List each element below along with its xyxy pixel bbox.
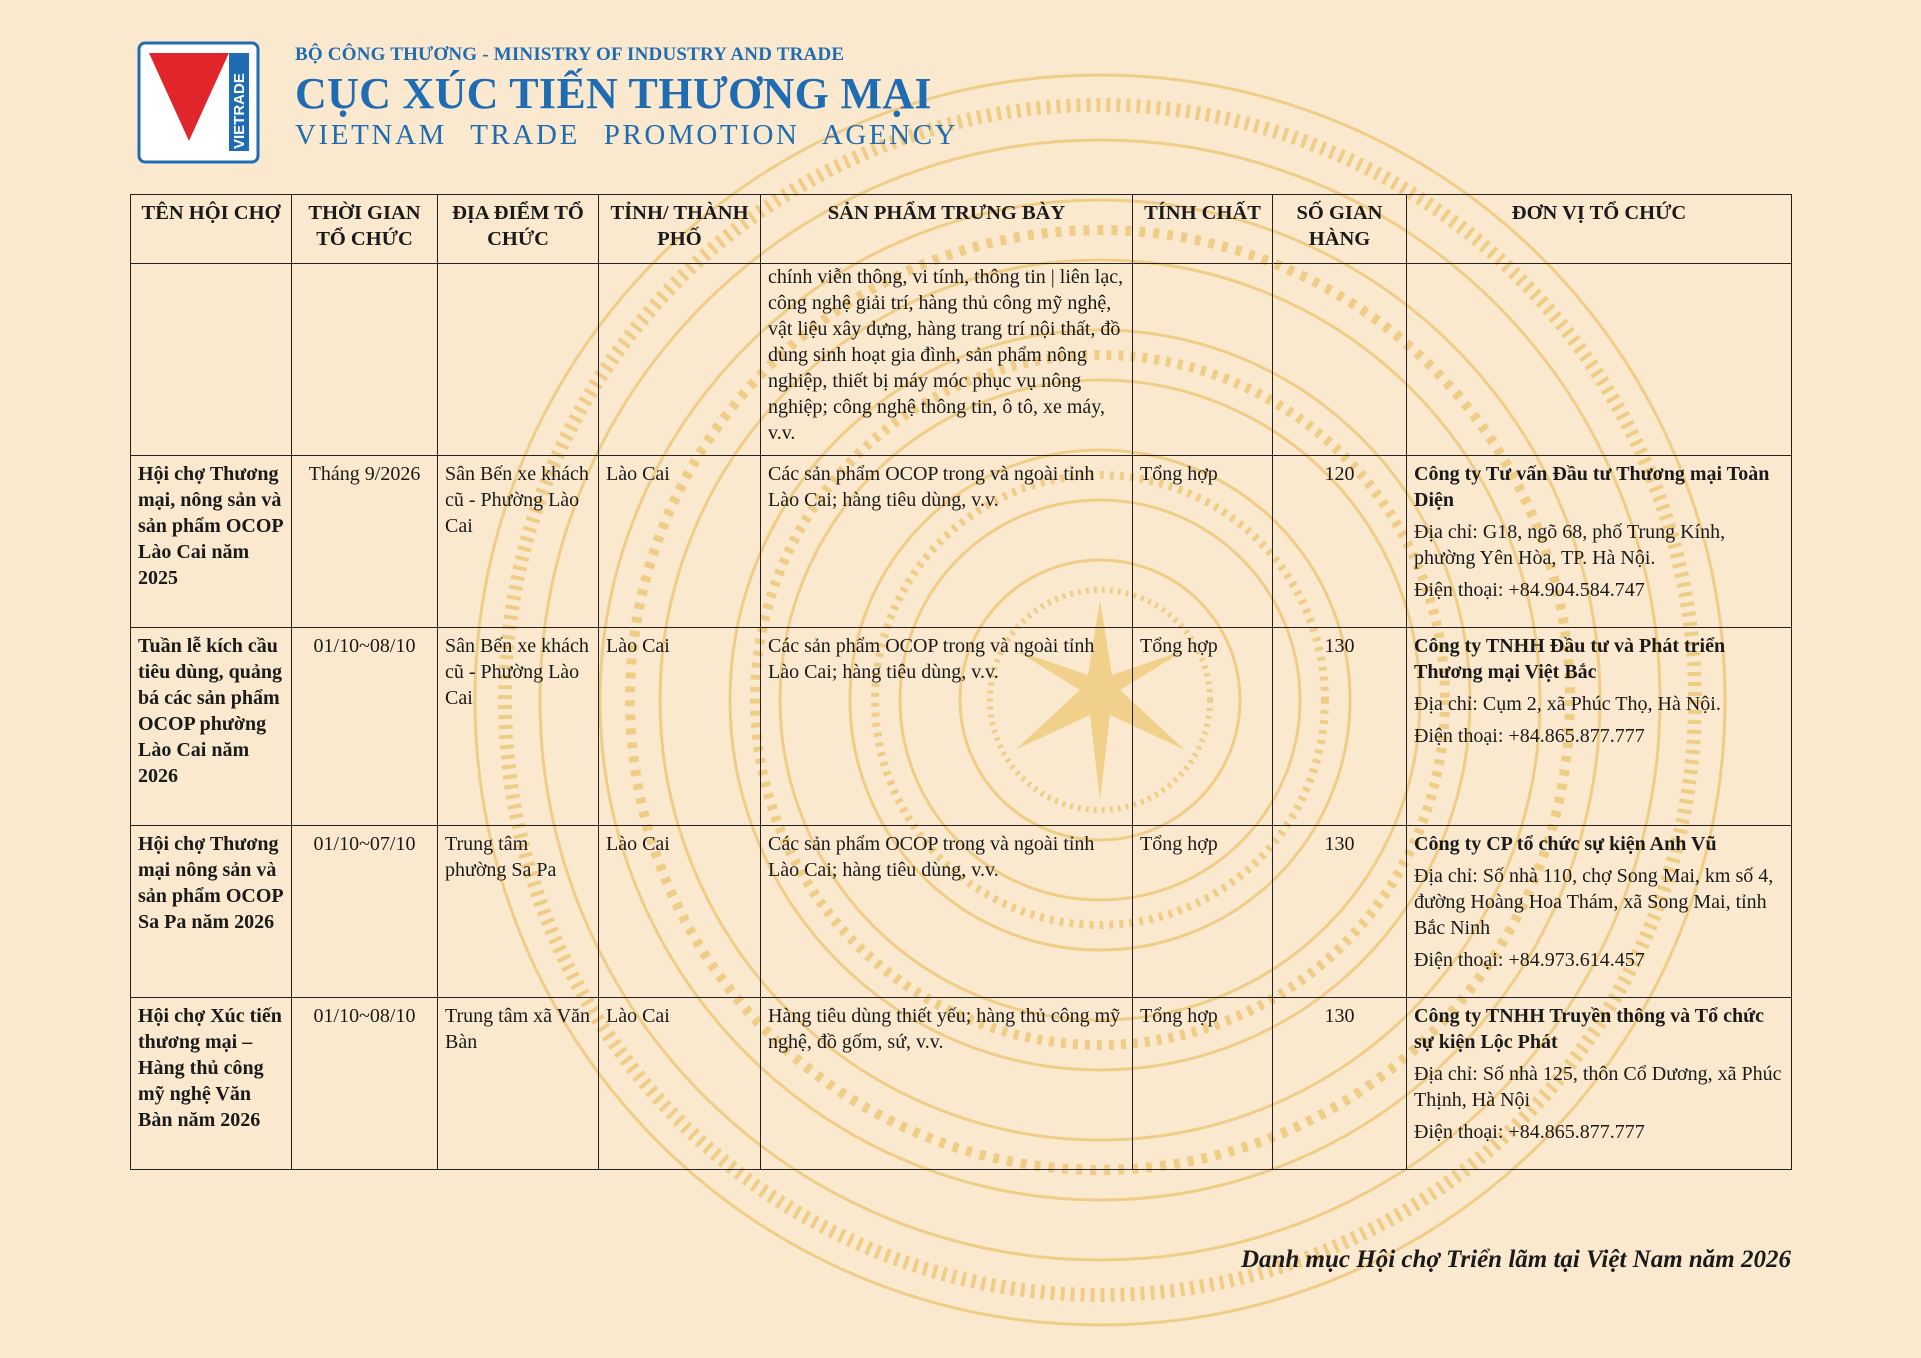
organizer-name: Công ty TNHH Truyền thông và Tổ chức sự kiện Lộc Phát [1414, 1005, 1765, 1053]
header-products: SẢN PHẨM TRƯNG BÀY [761, 195, 1133, 264]
venue-cell: Sân Bến xe khách cũ - Phường Lào Cai [438, 456, 599, 628]
organizer-address: Địa chỉ: Số nhà 125, thôn Cổ Dương, xã Phúc Thịnh, Hà Nội [1414, 1063, 1782, 1111]
header-province: TỈNH/ THÀNH PHỐ [599, 195, 761, 264]
booths-cell: 120 [1273, 456, 1407, 628]
logo-text: VIETRADE [231, 73, 248, 149]
table-row [131, 628, 1792, 826]
organizer-name: Công ty Tư vấn Đầu tư Thương mại Toàn Diện [1414, 463, 1770, 511]
header-fair-name: TÊN HỘI CHỢ [131, 195, 292, 264]
organizer-cell [1407, 998, 1792, 1170]
organizer-phone: Điện thoại: +84.865.877.777 [1414, 725, 1645, 747]
organizer-phone: Điện thoại: +84.973.614.457 [1414, 949, 1645, 971]
products-cell: Các sản phẩm OCOP trong và ngoài tỉnh Lào Cai; hàng tiêu dùng, v.v. [761, 628, 1133, 826]
products-cell: Các sản phẩm OCOP trong và ngoài tỉnh Lào Cai; hàng tiêu dùng, v.v. [761, 456, 1133, 628]
header-venue: ĐỊA ĐIỂM TỔ CHỨC [438, 195, 599, 264]
time-cell: 01/10~08/10 [292, 998, 438, 1170]
document-caption: Danh mục Hội chợ Triển lãm tại Việt Nam năm 2026 [1240, 1246, 1791, 1273]
venue-cell: Trung tâm phường Sa Pa [438, 826, 599, 998]
province-cell: Lào Cai [599, 628, 761, 826]
header-organizer: ĐƠN VỊ TỔ CHỨC [1407, 195, 1792, 264]
nature-cell: Tổng hợp [1133, 826, 1273, 998]
venue-cell: Sân Bến xe khách cũ - Phường Lào Cai [438, 628, 599, 826]
time-cell: 01/10~07/10 [292, 826, 438, 998]
header-time: THỜI GIAN TỔ CHỨC [292, 195, 438, 264]
fair-name-cell: Hội chợ Thương mại nông sản và sản phẩm OCOP Sa Pa năm 2026 [131, 826, 292, 998]
booths-cell: 130 [1273, 826, 1407, 998]
table-row [131, 826, 1792, 998]
nature-cell: Tổng hợp [1133, 998, 1273, 1170]
booths-cell: 130 [1273, 998, 1407, 1170]
province-cell: Lào Cai [599, 998, 761, 1170]
table-row [131, 456, 1792, 628]
time-cell: Tháng 9/2026 [292, 456, 438, 628]
products-cell: Các sản phẩm OCOP trong và ngoài tỉnh Lào Cai; hàng tiêu dùng, v.v. [761, 826, 1133, 998]
organizer-address: Địa chỉ: Số nhà 110, chợ Song Mai, km số 4, đường Hoàng Hoa Thám, xã Song Mai, tỉnh Bắc Ninh [1414, 865, 1774, 939]
agency-title-vi: CỤC XÚC TIẾN THƯƠNG MẠI [295, 69, 932, 118]
fair-name-cell: Tuần lễ kích cầu tiêu dùng, quảng bá các sản phẩm OCOP phường Lào Cai năm 2026 [131, 628, 292, 826]
vietrade-logo [137, 41, 260, 164]
organizer-address: Địa chỉ: G18, ngõ 68, phố Trung Kính, phường Yên Hòa, TP. Hà Nội. [1414, 521, 1726, 569]
venue-cell: Trung tâm xã Văn Bàn [438, 998, 599, 1170]
products-cell: chính viễn thông, vi tính, thông tin | liên lạc, công nghệ giải trí, hàng thủ công mỹ nghệ, vật liệu xây dựng, hàng trang trí nội thất, đồ dùng sinh hoạt gia đình, sản phẩm nông nghiệp, thiết bị máy móc phục vụ nông nghiệp; công nghệ thông tin, ô tô, xe máy, v.v. [761, 264, 1133, 456]
fairs-table [130, 194, 1792, 1170]
province-cell: Lào Cai [599, 456, 761, 628]
organizer-phone: Điện thoại: +84.904.584.747 [1414, 579, 1645, 601]
table-header-row [131, 195, 1792, 264]
nature-cell: Tổng hợp [1133, 628, 1273, 826]
table-row-continued [131, 264, 1792, 456]
fair-name-cell: Hội chợ Xúc tiến thương mại – Hàng thủ công mỹ nghệ Văn Bàn năm 2026 [131, 998, 292, 1170]
header-booths: SỐ GIAN HÀNG [1273, 195, 1407, 264]
province-cell: Lào Cai [599, 826, 761, 998]
organizer-cell [1407, 628, 1792, 826]
ministry-line: BỘ CÔNG THƯƠNG - MINISTRY OF INDUSTRY AND TRADE [295, 44, 845, 65]
organizer-address: Địa chỉ: Cụm 2, xã Phúc Thọ, Hà Nội. [1414, 693, 1721, 715]
agency-title-en: VIETNAM TRADE PROMOTION AGENCY [295, 119, 959, 151]
organizer-cell [1407, 826, 1792, 998]
organizer-cell [1407, 456, 1792, 628]
table-row [131, 998, 1792, 1170]
time-cell: 01/10~08/10 [292, 628, 438, 826]
organizer-name: Công ty TNHH Đầu tư và Phát triển Thương mại Việt Bắc [1414, 635, 1726, 683]
fair-name-cell: Hội chợ Thương mại, nông sản và sản phẩm OCOP Lào Cai năm 2025 [131, 456, 292, 628]
header-nature: TÍNH CHẤT [1133, 195, 1273, 264]
nature-cell: Tổng hợp [1133, 456, 1273, 628]
organizer-phone: Điện thoại: +84.865.877.777 [1414, 1121, 1645, 1143]
products-cell: Hàng tiêu dùng thiết yếu; hàng thủ công mỹ nghệ, đồ gốm, sứ, v.v. [761, 998, 1133, 1170]
organizer-name: Công ty CP tổ chức sự kiện Anh Vũ [1414, 833, 1717, 855]
booths-cell: 130 [1273, 628, 1407, 826]
